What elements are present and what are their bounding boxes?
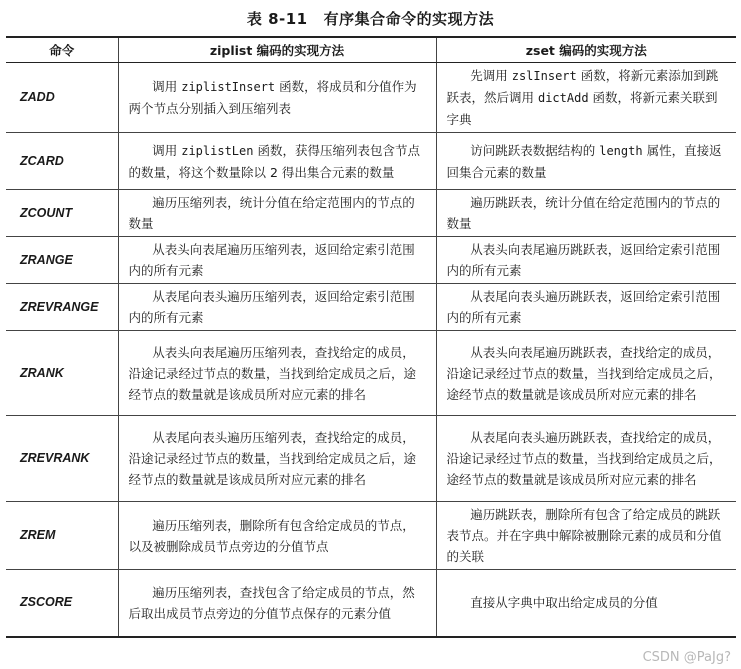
code-identifier: ziplistInsert [181, 80, 276, 94]
command-cell: ZRANGE [6, 237, 118, 284]
description-text: 调用 [152, 142, 182, 158]
zset-cell [436, 570, 736, 637]
code-identifier: ziplistLen [181, 143, 254, 158]
description-text: 先调用 [470, 68, 512, 83]
header-row [6, 37, 736, 63]
table-body [6, 63, 736, 637]
description-text: 从表头向表尾遍历跳跃表，查找给定的成员，沿途记录经过节点的数量，当找到给定成员之后，途经节点的数量就是该成员所对应元素的排名 [446, 344, 722, 402]
zset-cell [436, 63, 736, 133]
table-row [6, 331, 736, 416]
command-cell: ZREVRANGE [6, 284, 118, 331]
table-caption [0, 8, 741, 29]
description-text: 从表尾向表头遍历压缩列表，查找给定的成员，沿途记录经过节点的数量，当找到给定成员之后，途经节点的数量就是该成员所对应元素的排名 [128, 430, 417, 487]
ziplist-cell [118, 284, 436, 331]
table-row [6, 570, 736, 637]
zset-cell [436, 133, 736, 190]
ziplist-cell [118, 63, 436, 133]
description-text: 直接从字典中取出给定成员的分值 [470, 595, 658, 611]
description-text: 函数，获得压缩列表包含节点的数量，将这个数量除以 2 得出集合元素的数量 [128, 142, 420, 180]
zset-cell [436, 237, 736, 284]
table-row [6, 502, 736, 570]
header-ziplist: ziplist 编码的实现方法 [118, 37, 436, 63]
watermark: CSDN @PaJg? [642, 650, 731, 665]
ziplist-cell [118, 190, 436, 237]
command-cell: ZCOUNT [6, 190, 118, 237]
zset-cell [436, 331, 736, 416]
zset-cell [436, 284, 736, 331]
description-text: 从表头向表尾遍历跳跃表，返回给定索引范围内的所有元素 [446, 242, 721, 278]
table-row [6, 237, 736, 284]
description-text: 遍历跳跃表，删除所有包含了给定成员的跳跃表节点。并在字典中解除被删除元素的成员和分值的关联 [446, 507, 722, 564]
description-text: 函数，将新元素添加到跳跃表，然后调用 [446, 68, 719, 105]
table-row [6, 63, 736, 133]
command-cell: ZSCORE [6, 570, 118, 637]
ziplist-cell [118, 237, 436, 284]
table-row [6, 190, 736, 237]
zset-cell [436, 190, 736, 237]
description-text: 访问跳跃表数据结构的 [470, 142, 600, 158]
table-number: 表 8-11 [246, 10, 308, 28]
description-text: 调用 [152, 79, 182, 94]
table-row [6, 284, 736, 331]
command-cell: ZCARD [6, 133, 118, 190]
description-text: 遍历压缩列表，统计分值在给定范围内的节点的数量 [128, 195, 415, 231]
description-text: 从表尾向表头遍历跳跃表，返回给定索引范围内的所有元素 [446, 289, 721, 325]
table-title: 有序集合命令的实现方法 [323, 10, 495, 28]
description-text: 从表尾向表头遍历跳跃表，查找给定的成员，沿途记录经过节点的数量，当找到给定成员之后，途经节点的数量就是该成员所对应元素的排名 [446, 430, 722, 487]
ziplist-cell [118, 133, 436, 190]
description-text: 函数，将新元素关联到字典 [446, 90, 718, 127]
ziplist-cell [118, 331, 436, 416]
description-text: 从表头向表尾遍历压缩列表，返回给定索引范围内的所有元素 [128, 242, 415, 278]
description-text: 从表尾向表头遍历压缩列表，返回给定索引范围内的所有元素 [128, 289, 415, 325]
code-identifier: dictAdd [537, 91, 589, 105]
description-text: 遍历压缩列表，删除所有包含给定成员的节点，以及被删除成员节点旁边的分值节点 [128, 517, 415, 554]
ziplist-cell [118, 416, 436, 502]
description-text: 遍历压缩列表，查找包含了给定成员的节点，然后取出成员节点旁边的分值节点保存的元素分值 [128, 584, 415, 621]
ziplist-cell [118, 570, 436, 637]
command-cell: ZREM [6, 502, 118, 570]
description-text: 从表头向表尾遍历压缩列表，查找给定的成员，沿途记录经过节点的数量，当找到给定成员之后，途经节点的数量就是该成员所对应元素的排名 [128, 344, 417, 402]
code-identifier: zslInsert [511, 69, 577, 83]
table-row [6, 416, 736, 502]
command-cell: ZREVRANK [6, 416, 118, 502]
description-text: 遍历跳跃表，统计分值在给定范围内的节点的数量 [446, 195, 721, 231]
command-cell: ZRANK [6, 331, 118, 416]
description-text: 属性，直接返回集合元素的数量 [446, 142, 722, 180]
header-command: 命令 [6, 37, 118, 63]
command-cell: ZADD [6, 63, 118, 133]
header-zset: zset 编码的实现方法 [436, 37, 736, 63]
zset-cell [436, 502, 736, 570]
table-row [6, 133, 736, 190]
zset-cell [436, 416, 736, 502]
commands-table [6, 36, 736, 638]
description-text: 函数，将成员和分值作为两个节点分别插入到压缩列表 [128, 79, 417, 116]
code-identifier: length [599, 143, 643, 158]
ziplist-cell [118, 502, 436, 570]
